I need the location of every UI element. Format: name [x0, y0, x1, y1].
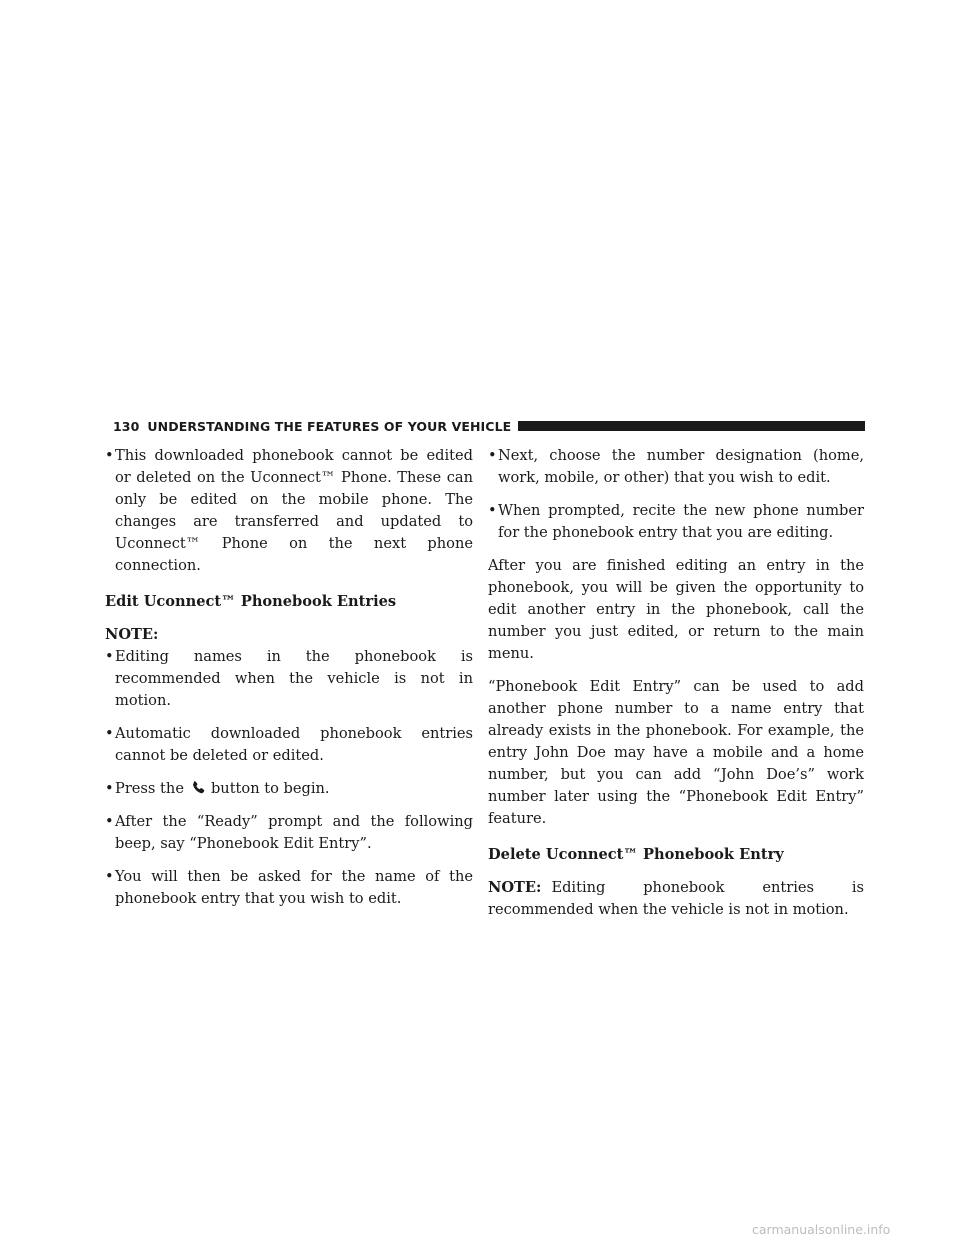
- bullet-dot: •: [105, 447, 114, 464]
- page-header: [113, 417, 865, 435]
- bullet-item: [105, 778, 473, 800]
- paragraph: “Phonebook Edit Entry” can be used to add another phone number to a name entry that already exists in the phonebook. For example, the entry John Doe may have a mobile and a home number, but you can add “John Doe’s” work number later using the “Phonebook Edit Entry” feature.: [488, 678, 864, 827]
- bullet-text: When prompted, recite the new phone number for the phonebook entry that you are editing.: [498, 502, 864, 541]
- left-column: [105, 445, 473, 921]
- bullet-dot: •: [488, 447, 497, 464]
- button-to-begin-text: button to begin.: [210, 780, 330, 797]
- bullet-dot: •: [488, 502, 497, 519]
- bullet-item: [105, 866, 473, 910]
- bullet-text: Next, choose the number designation (home, work, mobile, or other) that you wish to edit.: [498, 447, 864, 486]
- paragraph: After you are finished editing an entry in the phonebook, you will be given the opportunity to edit another entry in the phonebook, call the number you just edited, or return to the main menu.: [488, 557, 864, 662]
- bullet-dot: •: [105, 780, 114, 797]
- bullet-dot: •: [105, 725, 114, 742]
- bullet-item: [105, 445, 473, 577]
- bullet-dot: •: [105, 648, 114, 665]
- watermark: carmanualsonline.info: [752, 1222, 891, 1237]
- bullet-item: [105, 646, 473, 712]
- press-the-text: Press the: [115, 780, 184, 797]
- bullet-text: You will then be asked for the name of the phonebook entry that you wish to edit.: [115, 868, 473, 907]
- bullet-text: [115, 778, 473, 800]
- note-paragraph: [488, 877, 864, 921]
- note-text: Editing phonebook entries is recommended when the vehicle is not in motion.: [488, 879, 864, 918]
- page-number: 130: [113, 418, 140, 434]
- section-heading: Edit Uconnect™ Phonebook Entries: [105, 593, 397, 610]
- bullet-text: This downloaded phonebook cannot be edited or deleted on the Uconnect™ Phone. These can only be edited on the mobile phone. The changes are transferred and updated to Uconnect™ Phone on the next phone connection.: [115, 447, 473, 574]
- bullet-dot: •: [105, 813, 114, 830]
- phone-icon: [192, 780, 206, 794]
- section-heading: Delete Uconnect™ Phonebook Entry: [488, 846, 784, 863]
- bullet-item: [105, 811, 473, 855]
- bullet-text: Editing names in the phonebook is recommended when the vehicle is not in motion.: [115, 648, 473, 709]
- bullet-text: Automatic downloaded phonebook entries cannot be deleted or edited.: [115, 725, 473, 764]
- note-label: NOTE:: [105, 626, 159, 643]
- bullet-dot: •: [105, 868, 114, 885]
- bullet-text: After the “Ready” prompt and the following beep, say “Phonebook Edit Entry”.: [115, 813, 473, 852]
- note-label: NOTE:: [488, 879, 542, 896]
- right-column: [488, 445, 864, 932]
- header-rule: [518, 421, 865, 431]
- bullet-item: [488, 500, 864, 544]
- section-title: UNDERSTANDING THE FEATURES OF YOUR VEHICLE: [147, 418, 512, 434]
- bullet-item: [105, 723, 473, 767]
- bullet-item: [488, 445, 864, 489]
